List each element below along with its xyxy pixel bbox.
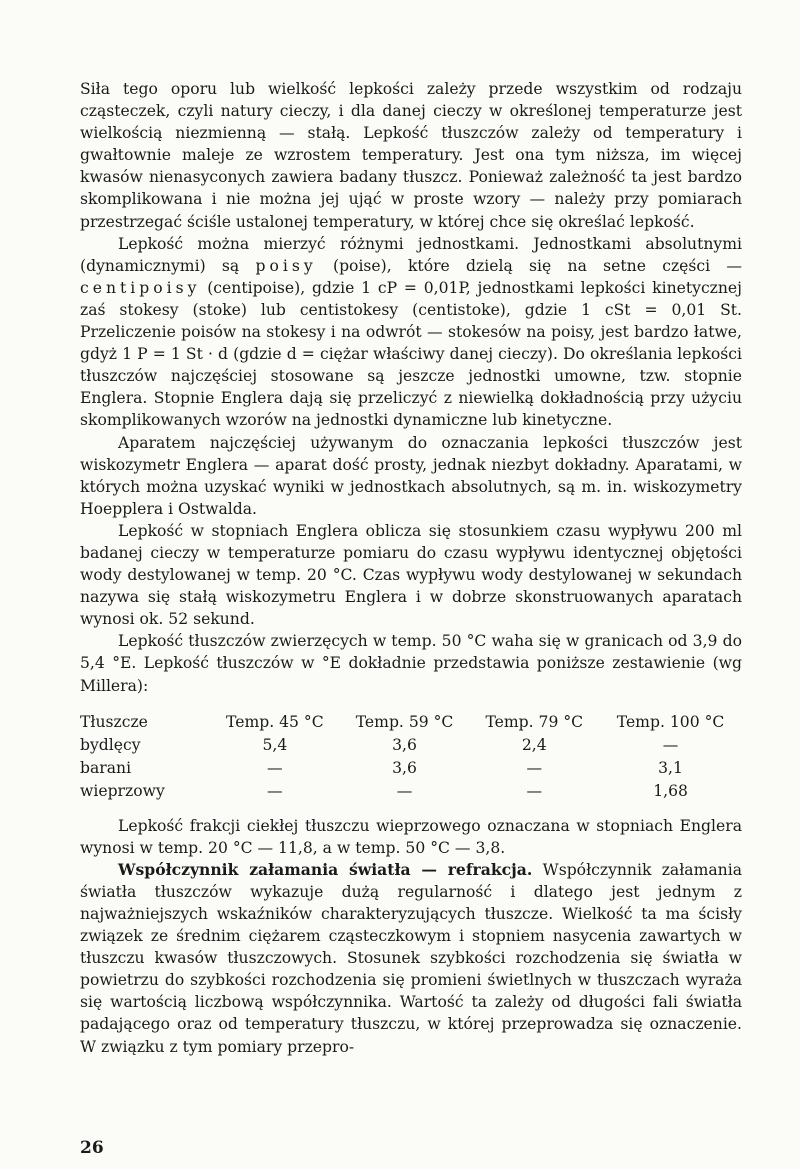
table-cell: — bbox=[396, 781, 413, 800]
table-cell: 2,4 bbox=[521, 735, 547, 754]
table-header-row bbox=[80, 711, 742, 734]
paragraph-refraction bbox=[80, 859, 742, 1058]
units-text-c: (centipoise), gdzie 1 cP = 0,01P, jednostkami lepkości kinetycznej zaś stokesy (stoke) lub centistokesy (centistoke), gdzie 1 cSt = 0,01 St. Przeliczenie poisów na stokesy i na odwrót — stokesów na poisy, jest bardzo łatwe, gdyż 1 P = 1 St · d (gdzie d = ciężar właściwy danej cieczy). Do określania lepkości tłuszczów najczęściej stosowane są jeszcze jednostki umowne, tzw. stopnie Englera. Stopnie Englera dają się przeliczyć z niewielką dokładnością przy użyciu skomplikowanych wzorów na jednostki dynamiczne lub kinetyczne. bbox=[80, 278, 742, 430]
page-number: 26 bbox=[80, 1138, 104, 1158]
table-row bbox=[80, 734, 742, 757]
table-cell: 5,4 bbox=[262, 735, 288, 754]
table-header: Temp. 79 °C bbox=[485, 712, 584, 731]
table-cell: — bbox=[662, 735, 679, 754]
refraction-text: Współczynnik załamania światła tłuszczów wykazuje dużą regularność i dlatego jest jednym z najważniejszych wskaźników charakteryzujących tłuszcze. Wielkość ta ma ścisły związek ze średnim ciężarem cząsteczkowym i stopniem nasycenia zawartych w tłuszczu kwasów tłuszczowych. Stosunek szybkości rozchodzenia się światła w powietrzu do szybkości rozchodzenia się promieni świetlnych w tłuszczach wyraża się wartością liczbową współczynnika. Wartość ta zależy od długości fali światła padającego oraz od temperatury tłuszczu, w której przeprowadza się oznaczenie. W związku z tym pomiary przepro- bbox=[80, 860, 742, 1056]
table-header: Temp. 45 °C bbox=[226, 712, 324, 731]
table-header: Temp. 59 °C bbox=[355, 712, 454, 731]
paragraph-engler-method: Lepkość w stopniach Englera oblicza się stosunkiem czasu wypływu 200 ml badanej cieczy w temperaturze pomiaru do czasu wypływu identycznej objętości wody destylowanej w temp. 20 °C. Czas wypływu wody destylowanej w sekundach nazywa się stałą wiskozymetru Englera i w dobrze skonstruowanych aparatach wynosi ok. 52 sekund. bbox=[80, 521, 742, 629]
paragraph-viscosity-intro: Siła tego oporu lub wielkość lepkości zależy przede wszystkim od rodzaju cząsteczek, czyli natury cieczy, i dla danej cieczy w określonej temperaturze jest wielkością niezmienną — stałą. Lepkość tłuszczów zależy od temperatury i gwałtownie maleje ze wzrostem temperatury. Jest ona tym niższa, im więcej kwasów nienasyconych zawiera badany tłuszcz. Ponieważ zależność ta jest bardzo skomplikowana i nie można jej ująć w proste wzory — należy przy pomiarach przestrzegać ściśle ustalonej temperatury, w której chce się określać lepkość. bbox=[80, 80, 742, 231]
table-cell: 1,68 bbox=[653, 781, 688, 800]
table-cell: barani bbox=[80, 758, 132, 777]
units-text-a: Lepkość można mierzyć różnymi jednostkami. Jednostkami absolutnymi (dynamicznymi) są bbox=[80, 234, 742, 275]
units-text-b: (poise), które dzielą się na setne części — bbox=[316, 256, 742, 275]
viscosity-table bbox=[80, 711, 742, 803]
table-cell: — bbox=[267, 781, 283, 800]
table-cell: 3,1 bbox=[658, 758, 683, 777]
paragraph-animal-fats: Lepkość tłuszczów zwierzęcych w temp. 50 °C waha się w granicach od 3,9 do 5,4 °E. Lepkość tłuszczów w °E dokładnie przedstawia poniższe zestawienie (wg Millera): bbox=[80, 632, 742, 695]
table-row bbox=[80, 780, 742, 803]
table-cell: — bbox=[267, 758, 283, 777]
table-header: Tłuszcze bbox=[80, 712, 148, 731]
page-content bbox=[80, 78, 742, 1058]
paragraph-engler-apparatus: Aparatem najczęściej używanym do oznaczania lepkości tłuszczów jest wiskozymetr Englera — aparat dość prosty, jednak niezbyt dokładny. Aparatami, w których można uzyskać wyniki w jednostkach absolutnych, są m. in. wiskozymetry Hoepplera i Ostwalda. bbox=[80, 433, 742, 518]
table-cell: bydlęcy bbox=[80, 735, 141, 754]
paragraph-lard-fraction: Lepkość frakcji ciekłej tłuszczu wieprzowego oznaczana w stopniach Englera wynosi w temp. 20 °C — 11,8, a w temp. 50 °C — 3,8. bbox=[80, 816, 742, 857]
table-cell: 3,6 bbox=[392, 735, 417, 754]
paragraph-viscosity-units bbox=[80, 233, 742, 432]
table-row bbox=[80, 757, 742, 780]
section-heading-refraction: Współczynnik załamania światła — refrakcja. bbox=[118, 859, 533, 879]
table-cell: 3,6 bbox=[392, 758, 417, 777]
table-header: Temp. 100 °C bbox=[616, 712, 725, 731]
term-centipoisy: centipoisy bbox=[80, 278, 201, 297]
term-poisy: poisy bbox=[255, 256, 317, 275]
table-cell: — bbox=[526, 758, 543, 777]
table-cell: — bbox=[526, 781, 543, 800]
table-cell: wieprzowy bbox=[80, 781, 165, 800]
